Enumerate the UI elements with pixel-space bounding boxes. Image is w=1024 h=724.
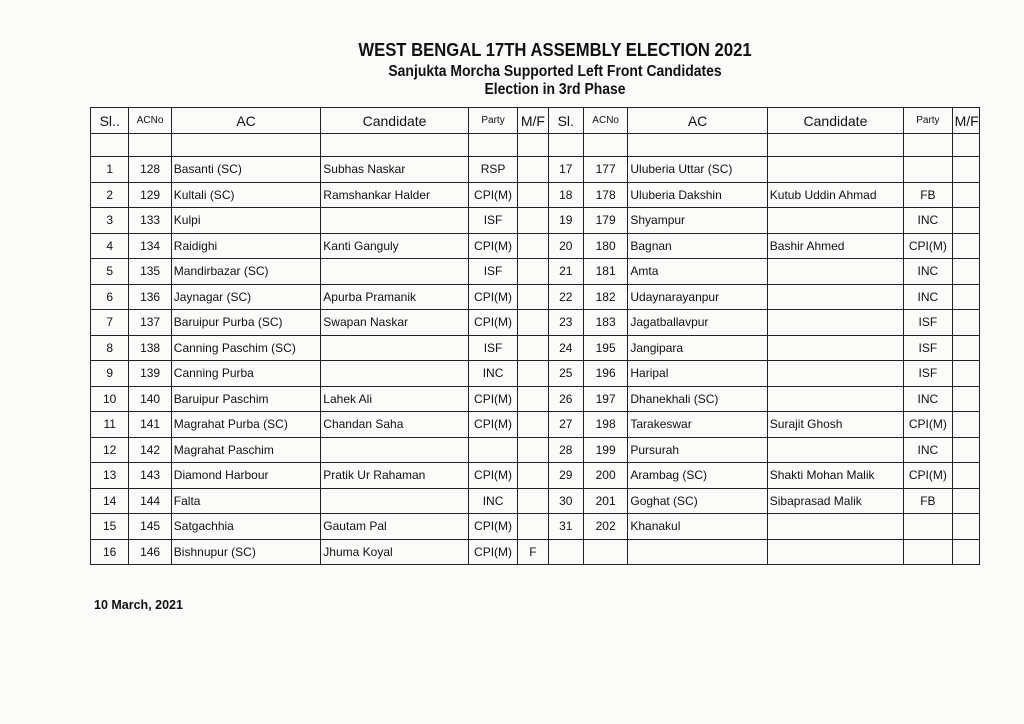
cell-mf bbox=[518, 284, 548, 310]
col-header-sl-right: Sl. bbox=[548, 108, 583, 134]
cell-ac: Jaynagar (SC) bbox=[171, 284, 321, 310]
cell-mf bbox=[518, 208, 548, 234]
cell-party: ISF bbox=[468, 259, 518, 285]
cell-ac: Satgachhia bbox=[171, 514, 321, 540]
cell-mf-right bbox=[952, 182, 979, 208]
cell-party-right: FB bbox=[904, 488, 952, 514]
cell-mf bbox=[518, 386, 548, 412]
cell-acno: 141 bbox=[129, 412, 171, 438]
cell-acno-right: 183 bbox=[583, 310, 627, 336]
cell-sl: 10 bbox=[91, 386, 129, 412]
cell-ac: Bishnupur (SC) bbox=[171, 539, 321, 565]
cell-acno-right: 178 bbox=[583, 182, 627, 208]
cell-ac-right: Jagatballavpur bbox=[628, 310, 767, 336]
cell-mf bbox=[518, 361, 548, 387]
table-row bbox=[91, 514, 980, 540]
cell-acno: 146 bbox=[129, 539, 171, 565]
cell-sl-right: 30 bbox=[548, 488, 583, 514]
cell-party-right: INC bbox=[904, 259, 952, 285]
cell-candidate: Ramshankar Halder bbox=[321, 182, 468, 208]
table-row bbox=[91, 182, 980, 208]
cell-candidate bbox=[321, 208, 468, 234]
cell-acno-right: 201 bbox=[583, 488, 627, 514]
cell-mf-right bbox=[952, 157, 979, 183]
cell-mf: F bbox=[518, 539, 548, 565]
cell-ac-right: Haripal bbox=[628, 361, 767, 387]
cell-party: CPI(M) bbox=[468, 386, 518, 412]
cell-mf-right bbox=[952, 386, 979, 412]
table-row bbox=[91, 208, 980, 234]
cell-acno-right: 198 bbox=[583, 412, 627, 438]
col-header-party-right: Party bbox=[904, 108, 952, 134]
cell-acno: 133 bbox=[129, 208, 171, 234]
table-row bbox=[91, 310, 980, 336]
cell-ac: Baruipur Paschim bbox=[171, 386, 321, 412]
cell-sl: 11 bbox=[91, 412, 129, 438]
cell-party-right: CPI(M) bbox=[904, 412, 952, 438]
col-header-mf-right: M/F bbox=[952, 108, 979, 134]
cell-sl-right: 24 bbox=[548, 335, 583, 361]
cell-acno: 128 bbox=[129, 157, 171, 183]
cell-ac: Canning Paschim (SC) bbox=[171, 335, 321, 361]
cell-ac-right: Khanakul bbox=[628, 514, 767, 540]
cell-ac-right: Goghat (SC) bbox=[628, 488, 767, 514]
cell-sl: 4 bbox=[91, 233, 129, 259]
cell-mf bbox=[518, 259, 548, 285]
cell-party-right: INC bbox=[904, 284, 952, 310]
cell-party: CPI(M) bbox=[468, 182, 518, 208]
cell-candidate bbox=[321, 488, 468, 514]
cell-sl: 2 bbox=[91, 182, 129, 208]
cell-party-right: CPI(M) bbox=[904, 233, 952, 259]
cell-sl-right: 17 bbox=[548, 157, 583, 183]
cell-party: ISF bbox=[468, 208, 518, 234]
cell-sl-right: 31 bbox=[548, 514, 583, 540]
cell-party-right: ISF bbox=[904, 361, 952, 387]
col-header-acno: ACNo bbox=[129, 108, 171, 134]
cell-mf bbox=[518, 412, 548, 438]
cell-party-right: ISF bbox=[904, 310, 952, 336]
cell-candidate-right: Shakti Mohan Malik bbox=[767, 463, 903, 489]
cell-party-right: INC bbox=[904, 437, 952, 463]
cell-ac-right: Uluberia Uttar (SC) bbox=[628, 157, 767, 183]
cell-party: ISF bbox=[468, 335, 518, 361]
cell-acno-right: 179 bbox=[583, 208, 627, 234]
cell-party bbox=[468, 437, 518, 463]
table-row bbox=[91, 259, 980, 285]
blank-row bbox=[91, 134, 980, 157]
cell-acno-right: 180 bbox=[583, 233, 627, 259]
cell-acno: 144 bbox=[129, 488, 171, 514]
cell-mf bbox=[518, 182, 548, 208]
cell-sl: 12 bbox=[91, 437, 129, 463]
cell-sl: 7 bbox=[91, 310, 129, 336]
document-subtitle: Sanjukta Morcha Supported Left Front Candidates bbox=[388, 63, 722, 80]
cell-candidate-right bbox=[767, 310, 903, 336]
cell-party: CPI(M) bbox=[468, 463, 518, 489]
cell-acno: 135 bbox=[129, 259, 171, 285]
cell-ac: Canning Purba bbox=[171, 361, 321, 387]
col-header-party: Party bbox=[468, 108, 518, 134]
cell-sl: 1 bbox=[91, 157, 129, 183]
cell-acno-right: 177 bbox=[583, 157, 627, 183]
cell-acno: 134 bbox=[129, 233, 171, 259]
cell-mf bbox=[518, 514, 548, 540]
cell-mf-right bbox=[952, 412, 979, 438]
table-row bbox=[91, 284, 980, 310]
cell-mf-right bbox=[952, 335, 979, 361]
cell-party-right bbox=[904, 157, 952, 183]
cell-acno: 139 bbox=[129, 361, 171, 387]
cell-mf bbox=[518, 463, 548, 489]
cell-sl: 14 bbox=[91, 488, 129, 514]
cell-candidate: Pratik Ur Rahaman bbox=[321, 463, 468, 489]
cell-acno-right: 182 bbox=[583, 284, 627, 310]
cell-mf bbox=[518, 437, 548, 463]
table-row bbox=[91, 412, 980, 438]
cell-party: CPI(M) bbox=[468, 233, 518, 259]
document-title: WEST BENGAL 17TH ASSEMBLY ELECTION 2021 bbox=[358, 39, 752, 60]
cell-ac: Falta bbox=[171, 488, 321, 514]
cell-ac-right: Pursurah bbox=[628, 437, 767, 463]
cell-candidate: Lahek Ali bbox=[321, 386, 468, 412]
cell-candidate: Chandan Saha bbox=[321, 412, 468, 438]
cell-ac: Magrahat Purba (SC) bbox=[171, 412, 321, 438]
cell-ac: Mandirbazar (SC) bbox=[171, 259, 321, 285]
cell-acno-right: 195 bbox=[583, 335, 627, 361]
col-header-mf: M/F bbox=[518, 108, 548, 134]
cell-ac-right: Jangipara bbox=[628, 335, 767, 361]
cell-candidate: Gautam Pal bbox=[321, 514, 468, 540]
cell-candidate-right bbox=[767, 284, 903, 310]
cell-party: CPI(M) bbox=[468, 539, 518, 565]
cell-sl-right: 29 bbox=[548, 463, 583, 489]
cell-party-right: INC bbox=[904, 386, 952, 412]
cell-candidate-right: Bashir Ahmed bbox=[767, 233, 903, 259]
cell-acno: 136 bbox=[129, 284, 171, 310]
cell-ac-right: Dhanekhali (SC) bbox=[628, 386, 767, 412]
cell-mf-right bbox=[952, 463, 979, 489]
col-header-candidate-right: Candidate bbox=[767, 108, 903, 134]
cell-candidate-right: Kutub Uddin Ahmad bbox=[767, 182, 903, 208]
cell-sl-right: 23 bbox=[548, 310, 583, 336]
cell-sl: 16 bbox=[91, 539, 129, 565]
cell-sl-right: 20 bbox=[548, 233, 583, 259]
cell-candidate: Swapan Naskar bbox=[321, 310, 468, 336]
cell-candidate bbox=[321, 437, 468, 463]
cell-acno: 137 bbox=[129, 310, 171, 336]
cell-mf-right bbox=[952, 361, 979, 387]
table-row bbox=[91, 437, 980, 463]
cell-candidate bbox=[321, 335, 468, 361]
cell-party: CPI(M) bbox=[468, 310, 518, 336]
cell-ac-right: Shyampur bbox=[628, 208, 767, 234]
cell-acno-right: 197 bbox=[583, 386, 627, 412]
cell-mf-right bbox=[952, 310, 979, 336]
cell-candidate-right bbox=[767, 437, 903, 463]
cell-sl: 6 bbox=[91, 284, 129, 310]
cell-candidate: Apurba Pramanik bbox=[321, 284, 468, 310]
col-header-sl: Sl.. bbox=[91, 108, 129, 134]
cell-party: RSP bbox=[468, 157, 518, 183]
cell-mf bbox=[518, 488, 548, 514]
cell-sl: 9 bbox=[91, 361, 129, 387]
cell-candidate-right bbox=[767, 514, 903, 540]
cell-acno: 143 bbox=[129, 463, 171, 489]
cell-candidate bbox=[321, 259, 468, 285]
cell-mf-right bbox=[952, 208, 979, 234]
cell-candidate: Subhas Naskar bbox=[321, 157, 468, 183]
cell-ac-right: Bagnan bbox=[628, 233, 767, 259]
cell-party-right: FB bbox=[904, 182, 952, 208]
col-header-ac: AC bbox=[171, 108, 321, 134]
cell-sl-right: 19 bbox=[548, 208, 583, 234]
cell-sl-right: 18 bbox=[548, 182, 583, 208]
cell-party-right bbox=[904, 514, 952, 540]
cell-sl-right: 26 bbox=[548, 386, 583, 412]
cell-candidate-right bbox=[767, 539, 903, 565]
candidates-table bbox=[90, 107, 980, 565]
cell-sl-right: 28 bbox=[548, 437, 583, 463]
table-row bbox=[91, 361, 980, 387]
cell-sl: 5 bbox=[91, 259, 129, 285]
table-row bbox=[91, 463, 980, 489]
cell-party: CPI(M) bbox=[468, 514, 518, 540]
cell-sl-right: 27 bbox=[548, 412, 583, 438]
table-row bbox=[91, 335, 980, 361]
cell-mf-right bbox=[952, 233, 979, 259]
cell-mf bbox=[518, 335, 548, 361]
cell-candidate bbox=[321, 361, 468, 387]
cell-candidate: Kanti Ganguly bbox=[321, 233, 468, 259]
cell-acno-right: 202 bbox=[583, 514, 627, 540]
cell-ac: Raidighi bbox=[171, 233, 321, 259]
phase-heading: Election in 3rd Phase bbox=[484, 81, 626, 98]
cell-mf-right bbox=[952, 488, 979, 514]
title-block bbox=[0, 38, 1024, 98]
cell-candidate-right: Sibaprasad Malik bbox=[767, 488, 903, 514]
cell-ac-right: Uluberia Dakshin bbox=[628, 182, 767, 208]
cell-sl: 15 bbox=[91, 514, 129, 540]
cell-ac: Magrahat Paschim bbox=[171, 437, 321, 463]
cell-acno-right: 200 bbox=[583, 463, 627, 489]
cell-ac: Baruipur Purba (SC) bbox=[171, 310, 321, 336]
cell-acno: 145 bbox=[129, 514, 171, 540]
cell-ac: Diamond Harbour bbox=[171, 463, 321, 489]
table-row bbox=[91, 488, 980, 514]
cell-party: INC bbox=[468, 488, 518, 514]
cell-ac-right: Amta bbox=[628, 259, 767, 285]
cell-candidate-right bbox=[767, 361, 903, 387]
cell-party-right: INC bbox=[904, 208, 952, 234]
col-header-acno-right: ACNo bbox=[583, 108, 627, 134]
cell-party: CPI(M) bbox=[468, 412, 518, 438]
table-row bbox=[91, 157, 980, 183]
table-row bbox=[91, 539, 980, 565]
cell-ac: Kulpi bbox=[171, 208, 321, 234]
cell-party-right bbox=[904, 539, 952, 565]
cell-mf-right bbox=[952, 259, 979, 285]
cell-sl-right: 22 bbox=[548, 284, 583, 310]
cell-mf-right bbox=[952, 514, 979, 540]
cell-ac: Basanti (SC) bbox=[171, 157, 321, 183]
cell-mf-right bbox=[952, 284, 979, 310]
cell-party: CPI(M) bbox=[468, 284, 518, 310]
cell-acno-right: 199 bbox=[583, 437, 627, 463]
cell-acno-right: 181 bbox=[583, 259, 627, 285]
cell-ac-right bbox=[628, 539, 767, 565]
table-row bbox=[91, 386, 980, 412]
cell-party-right: CPI(M) bbox=[904, 463, 952, 489]
cell-acno-right: 196 bbox=[583, 361, 627, 387]
cell-party-right: ISF bbox=[904, 335, 952, 361]
cell-candidate-right bbox=[767, 157, 903, 183]
cell-acno-right bbox=[583, 539, 627, 565]
cell-candidate: Jhuma Koyal bbox=[321, 539, 468, 565]
cell-candidate-right bbox=[767, 386, 903, 412]
cell-candidate-right bbox=[767, 208, 903, 234]
cell-mf bbox=[518, 233, 548, 259]
cell-sl-right bbox=[548, 539, 583, 565]
cell-sl: 13 bbox=[91, 463, 129, 489]
cell-acno: 140 bbox=[129, 386, 171, 412]
cell-sl-right: 21 bbox=[548, 259, 583, 285]
cell-mf bbox=[518, 157, 548, 183]
cell-mf bbox=[518, 310, 548, 336]
cell-mf-right bbox=[952, 437, 979, 463]
document-date: 10 March, 2021 bbox=[94, 598, 183, 612]
cell-candidate-right: Surajit Ghosh bbox=[767, 412, 903, 438]
cell-sl-right: 25 bbox=[548, 361, 583, 387]
cell-candidate-right bbox=[767, 259, 903, 285]
col-header-ac-right: AC bbox=[628, 108, 767, 134]
cell-ac-right: Udaynarayanpur bbox=[628, 284, 767, 310]
cell-acno: 138 bbox=[129, 335, 171, 361]
table-row bbox=[91, 233, 980, 259]
cell-ac-right: Arambag (SC) bbox=[628, 463, 767, 489]
cell-acno: 129 bbox=[129, 182, 171, 208]
cell-sl: 3 bbox=[91, 208, 129, 234]
cell-ac: Kultali (SC) bbox=[171, 182, 321, 208]
cell-party: INC bbox=[468, 361, 518, 387]
cell-candidate-right bbox=[767, 335, 903, 361]
cell-ac-right: Tarakeswar bbox=[628, 412, 767, 438]
cell-acno: 142 bbox=[129, 437, 171, 463]
cell-sl: 8 bbox=[91, 335, 129, 361]
col-header-candidate: Candidate bbox=[321, 108, 468, 134]
header-row bbox=[91, 108, 980, 134]
cell-mf-right bbox=[952, 539, 979, 565]
